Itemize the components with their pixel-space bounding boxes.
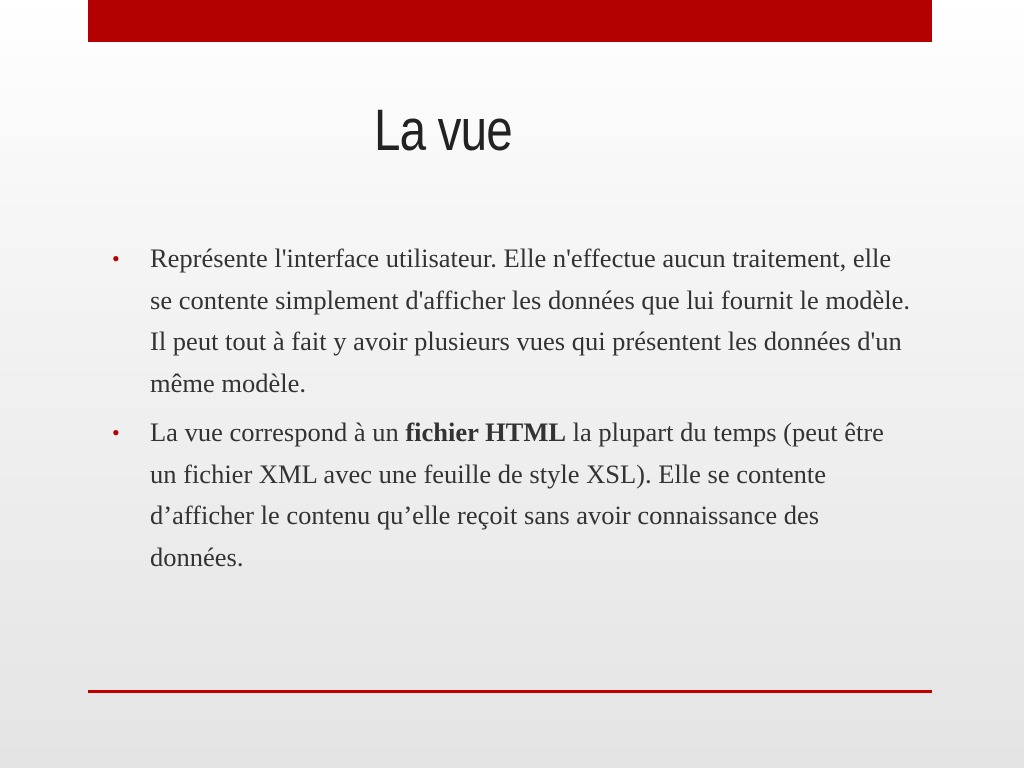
bullet-text-end: la plupart du temps (peut être un fichier XML avec une feuille de style XSL). Elle se contente d’afficher le contenu qu’elle reçoit sans avoir connaissance des données. <box>150 417 884 572</box>
bullet-dot-icon: • <box>112 420 120 445</box>
bullet-text: Représente l'interface utilisateur. Elle n'effectue aucun traitement, elle se contente simplement d'afficher les données que lui fournit le modèle. Il peut tout à fait y avoir plusieurs vues qui présentent les données d'un même modèle. <box>150 243 911 398</box>
bullet-item <box>112 412 912 578</box>
bottom-divider <box>88 690 932 693</box>
bullet-text-bold: fichier HTML <box>405 417 567 447</box>
slide-title: La vue <box>374 98 512 163</box>
bullet-item <box>112 238 912 404</box>
bullet-dot-icon: • <box>112 246 120 271</box>
top-accent-bar <box>88 0 932 42</box>
bullet-list <box>112 238 912 586</box>
bullet-text-start: La vue correspond à un <box>150 417 406 447</box>
bullet-text <box>150 412 912 578</box>
